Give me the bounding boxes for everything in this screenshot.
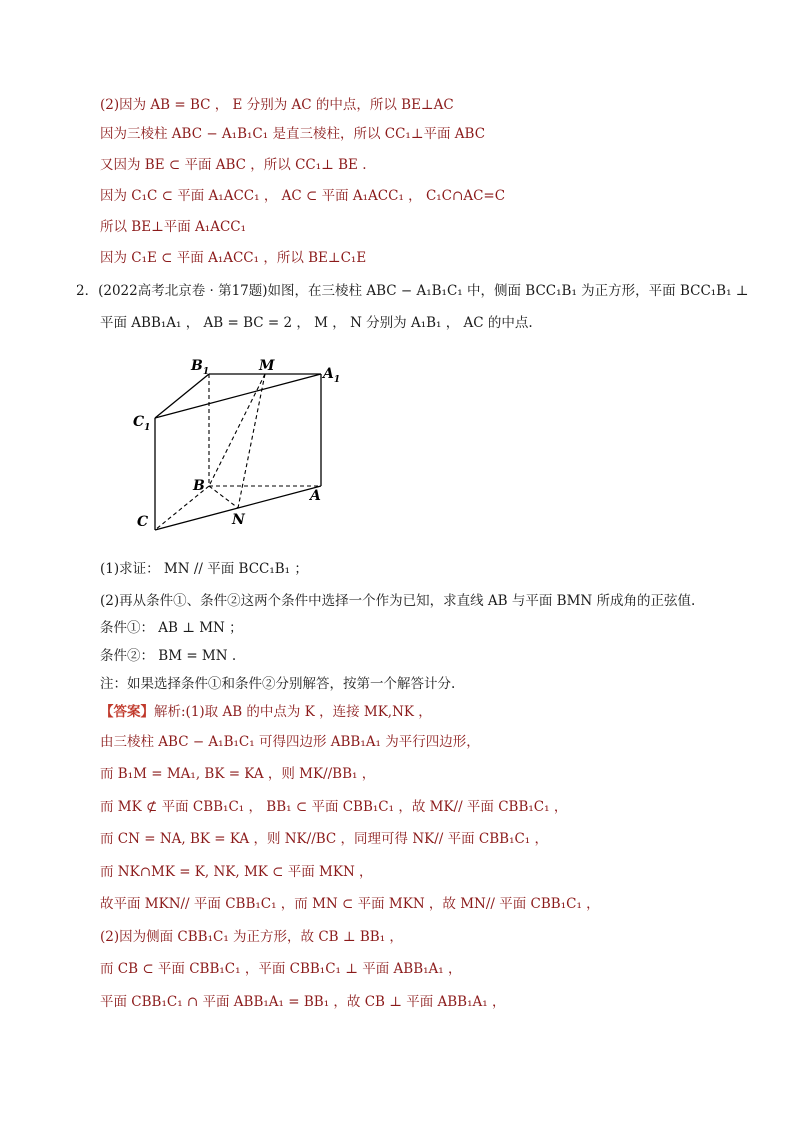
question-2-stem: 2．(2022高考北京卷 · 第17题)如图，在三棱柱 ABC − A₁B₁C₁ 中，侧面 BCC₁B₁ 为正方形，平面 BCC₁B₁ ⊥ xyxy=(76,283,749,299)
label-B: B xyxy=(193,478,205,494)
answer-line-0: 【答案】解析:(1)取 AB 的中点为 K ，连接 MK,NK ， xyxy=(100,704,432,720)
part-2: (2)再从条件①、条件②这两个条件中选择一个作为已知，求直线 AB 与平面 BMN 所成角的正弦值. xyxy=(100,593,696,609)
answer-line-7: (2)因为侧面 CBB₁C₁ 为正方形，故 CB ⊥ BB₁ ， xyxy=(100,929,403,945)
answer-line-4: 而 CN = NA, BK = KA ，则 NK//BC ，同理可得 NK// 平面 CBB₁C₁ ， xyxy=(100,831,549,847)
label-A: A xyxy=(310,488,321,504)
answer-line-9: 平面 CBB₁C₁ ∩ 平面 ABB₁A₁ = BB₁ ，故 CB ⊥ 平面 ABB₁A₁ ， xyxy=(100,994,506,1010)
answer-line-2: 而 B₁M = MA₁, BK = KA ，则 MK//BB₁ ， xyxy=(100,766,376,782)
solution-line-2: 因为三棱柱 ABC − A₁B₁C₁ 是直三棱柱，所以 CC₁⊥平面 ABC xyxy=(100,126,486,142)
edge-C1A1 xyxy=(155,374,321,418)
solution-line-1: (2)因为 AB = BC ， E 分别为 AC 的中点，所以 BE⊥AC xyxy=(100,97,454,113)
answer-line-8: 而 CB ⊂ 平面 CBB₁C₁ ，平面 CBB₁C₁ ⊥ 平面 ABB₁A₁ ， xyxy=(100,961,462,977)
label-C: C xyxy=(137,514,149,530)
solution-line-3: 又因为 BE ⊂ 平面 ABC ，所以 CC₁⊥ BE . xyxy=(100,157,367,173)
question-2-stem-cont: 平面 ABB₁A₁ ， AB = BC = 2 ， M ， N 分别为 A₁B₁ ， AC 的中点. xyxy=(100,315,533,331)
answer-line-1: 由三棱柱 ABC − A₁B₁C₁ 可得四边形 ABB₁A₁ 为平行四边形， xyxy=(100,734,480,750)
answer-line-5: 而 NK∩MK = K, NK, MK ⊂ 平面 MKN ， xyxy=(100,864,373,880)
solution-line-5: 所以 BE⊥平面 A₁ACC₁ xyxy=(100,219,247,235)
part-1: (1)求证： MN // 平面 BCC₁B₁ ； xyxy=(100,561,308,577)
edge-MN xyxy=(238,374,265,508)
condition-2: 条件②： BM = MN . xyxy=(100,648,237,664)
solution-line-4: 因为 C₁C ⊂ 平面 A₁ACC₁ ， AC ⊂ 平面 A₁ACC₁ ， C₁C∩AC=C xyxy=(100,188,506,204)
note: 注：如果选择条件①和条件②分别解答，按第一个解答计分. xyxy=(100,676,456,692)
label-A1: $A_1$ xyxy=(323,366,341,385)
answer-line-3: 而 MK ⊄ 平面 CBB₁C₁ ， BB₁ ⊂ 平面 CBB₁C₁ ，故 MK// 平面 CBB₁C₁ ， xyxy=(100,799,568,815)
edge-BN xyxy=(209,486,238,508)
label-B1: $B_1$ xyxy=(191,358,210,377)
solution-line-6: 因为 C₁E ⊂ 平面 A₁ACC₁ ，所以 BE⊥C₁E xyxy=(100,250,367,266)
label-M: M xyxy=(259,358,275,374)
answer-line-6: 故平面 MKN// 平面 CBB₁C₁ ，而 MN ⊂ 平面 MKN ，故 MN// 平面 CBB₁C₁ ， xyxy=(100,896,600,912)
label-N: N xyxy=(232,512,245,528)
prism-figure xyxy=(125,350,365,540)
condition-1: 条件①： AB ⊥ MN ； xyxy=(100,620,243,636)
label-C1: $C_1$ xyxy=(133,414,151,433)
